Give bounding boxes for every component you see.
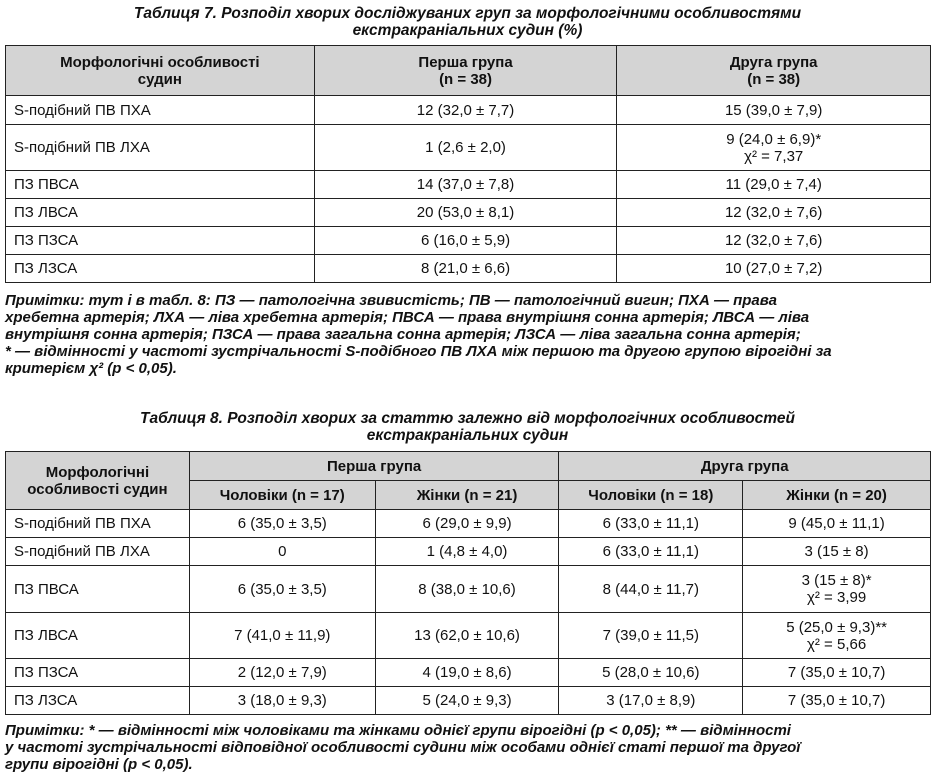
table8-caption bbox=[0, 410, 935, 444]
men1-value: 2 (12,0 ± 7,9) bbox=[189, 659, 375, 687]
table7-header-row bbox=[6, 46, 931, 96]
group2-value: 9 (24,0 ± 6,9)* χ² = 7,37 bbox=[617, 125, 931, 171]
table7-header-group1: Перша група (n = 38) bbox=[314, 46, 617, 96]
chi-square-value: χ² = 5,66 bbox=[807, 635, 867, 653]
row-label: ПЗ ПВСА bbox=[6, 566, 190, 613]
table-row bbox=[6, 199, 931, 227]
table8-caption-line2: екстракраніальних судин bbox=[366, 427, 569, 444]
row-label: ПЗ ЛЗСА bbox=[6, 687, 190, 715]
row-label: ПЗ ЛВСА bbox=[6, 199, 315, 227]
women2-value: 7 (35,0 ± 10,7) bbox=[743, 659, 931, 687]
table8-caption-line1: Таблиця 8. Розподіл хворих за статтю залежно від морфологічних особливостей bbox=[140, 410, 795, 427]
women1-value: 8 (38,0 ± 10,6) bbox=[375, 566, 559, 613]
table7-header-group2: Друга група (n = 38) bbox=[617, 46, 931, 96]
note-line: критерієм χ² (p < 0,05). bbox=[5, 360, 177, 377]
women2-value: 7 (35,0 ± 10,7) bbox=[743, 687, 931, 715]
men2-value: 6 (33,0 ± 11,1) bbox=[559, 510, 743, 538]
row-label: S-подібний ПВ ЛХА bbox=[6, 538, 190, 566]
women1-value: 4 (19,0 ± 8,6) bbox=[375, 659, 559, 687]
women2-value: 9 (45,0 ± 11,1) bbox=[743, 510, 931, 538]
men1-value: 6 (35,0 ± 3,5) bbox=[189, 566, 375, 613]
women1-value: 5 (24,0 ± 9,3) bbox=[375, 687, 559, 715]
note-line: Примітки: тут і в табл. 8: ПЗ — патологічна звивистість; ПВ — патологічний вигин; ПХА — права bbox=[5, 292, 777, 309]
table-row bbox=[6, 510, 931, 538]
group1-value: 12 (32,0 ± 7,7) bbox=[314, 96, 617, 125]
table-row bbox=[6, 613, 931, 659]
men2-value: 8 (44,0 ± 11,7) bbox=[559, 566, 743, 613]
men2-value: 6 (33,0 ± 11,1) bbox=[559, 538, 743, 566]
men1-value: 7 (41,0 ± 11,9) bbox=[189, 613, 375, 659]
table7-header-features: Морфологічні особливості судин bbox=[6, 46, 315, 96]
row-label: S-подібний ПВ ПХА bbox=[6, 96, 315, 125]
row-label: ПЗ ПЗСА bbox=[6, 227, 315, 255]
table7-notes bbox=[5, 292, 931, 377]
table8-header-women1: Жінки (n = 21) bbox=[375, 481, 559, 510]
table-row bbox=[6, 125, 931, 171]
table8-notes bbox=[5, 722, 931, 773]
note-line: Примітки: * — відмінності між чоловіками та жінками однієї групи вірогідні (p < 0,05); ** — відмінності bbox=[5, 722, 791, 739]
group2-value: 12 (32,0 ± 7,6) bbox=[617, 227, 931, 255]
table8-header-features: Морфологічні особливості судин bbox=[6, 452, 190, 510]
table7-caption-line2: екстракраніальних судин (%) bbox=[352, 22, 583, 39]
women2-value: 5 (25,0 ± 9,3)** χ² = 5,66 bbox=[743, 613, 931, 659]
table-row bbox=[6, 659, 931, 687]
note-line: внутрішня сонна артерія; ПЗСА — права загальна сонна артерія; ЛЗСА — ліва загальна сонна артерія; bbox=[5, 326, 801, 343]
table7-caption-line1: Таблиця 7. Розподіл хворих досліджуваних груп за морфологічними особливостями bbox=[133, 5, 802, 22]
table8-header-group1: Перша група bbox=[189, 452, 559, 481]
men2-value: 7 (39,0 ± 11,5) bbox=[559, 613, 743, 659]
table8-header-men1: Чоловіки (n = 17) bbox=[189, 481, 375, 510]
table-row bbox=[6, 538, 931, 566]
table-row bbox=[6, 96, 931, 125]
table7-caption bbox=[0, 5, 935, 39]
women2-value: 3 (15 ± 8)* χ² = 3,99 bbox=[743, 566, 931, 613]
women1-value: 6 (29,0 ± 9,9) bbox=[375, 510, 559, 538]
table8-header-row-1 bbox=[6, 452, 931, 481]
note-line: хребетна артерія; ЛХА — ліва хребетна артерія; ПВСА — права внутрішня сонна артерія; ЛВСА — ліва bbox=[5, 309, 810, 326]
men1-value: 0 bbox=[189, 538, 375, 566]
group2-value: 11 (29,0 ± 7,4) bbox=[617, 171, 931, 199]
group1-value: 14 (37,0 ± 7,8) bbox=[314, 171, 617, 199]
table8-header-group2: Друга група bbox=[559, 452, 931, 481]
table-row bbox=[6, 687, 931, 715]
group1-value: 20 (53,0 ± 8,1) bbox=[314, 199, 617, 227]
note-line: * — відмінності у частоті зустрічальності S-подібного ПВ ЛХА між першою та другою групою вірогідні за bbox=[5, 343, 832, 360]
group2-value: 12 (32,0 ± 7,6) bbox=[617, 199, 931, 227]
table7 bbox=[5, 45, 931, 283]
men1-value: 3 (18,0 ± 9,3) bbox=[189, 687, 375, 715]
note-line: у частоті зустрічальності відповідної особливості судини між особами однієї статі першої та другої bbox=[5, 739, 801, 756]
women2-value: 3 (15 ± 8) bbox=[743, 538, 931, 566]
men2-value: 3 (17,0 ± 8,9) bbox=[559, 687, 743, 715]
chi-square-value: χ² = 3,99 bbox=[807, 589, 867, 606]
row-label: ПЗ ПЗСА bbox=[6, 659, 190, 687]
table-row bbox=[6, 171, 931, 199]
table-row bbox=[6, 227, 931, 255]
chi-square-value: χ² = 7,37 bbox=[744, 147, 804, 165]
row-label: S-подібний ПВ ПХА bbox=[6, 510, 190, 538]
table8-header-men2: Чоловіки (n = 18) bbox=[559, 481, 743, 510]
table-row bbox=[6, 255, 931, 283]
table8-header-women2: Жінки (n = 20) bbox=[743, 481, 931, 510]
row-label: ПЗ ЛВСА bbox=[6, 613, 190, 659]
men1-value: 6 (35,0 ± 3,5) bbox=[189, 510, 375, 538]
table-row bbox=[6, 566, 931, 613]
women1-value: 13 (62,0 ± 10,6) bbox=[375, 613, 559, 659]
note-line: групи вірогідні (p < 0,05). bbox=[5, 756, 193, 773]
men2-value: 5 (28,0 ± 10,6) bbox=[559, 659, 743, 687]
group1-value: 1 (2,6 ± 2,0) bbox=[314, 125, 617, 171]
group2-value: 15 (39,0 ± 7,9) bbox=[617, 96, 931, 125]
group1-value: 8 (21,0 ± 6,6) bbox=[314, 255, 617, 283]
table8 bbox=[5, 451, 931, 715]
row-label: ПЗ ЛЗСА bbox=[6, 255, 315, 283]
group1-value: 6 (16,0 ± 5,9) bbox=[314, 227, 617, 255]
group2-value: 10 (27,0 ± 7,2) bbox=[617, 255, 931, 283]
row-label: ПЗ ПВСА bbox=[6, 171, 315, 199]
women1-value: 1 (4,8 ± 4,0) bbox=[375, 538, 559, 566]
row-label: S-подібний ПВ ЛХА bbox=[6, 125, 315, 171]
